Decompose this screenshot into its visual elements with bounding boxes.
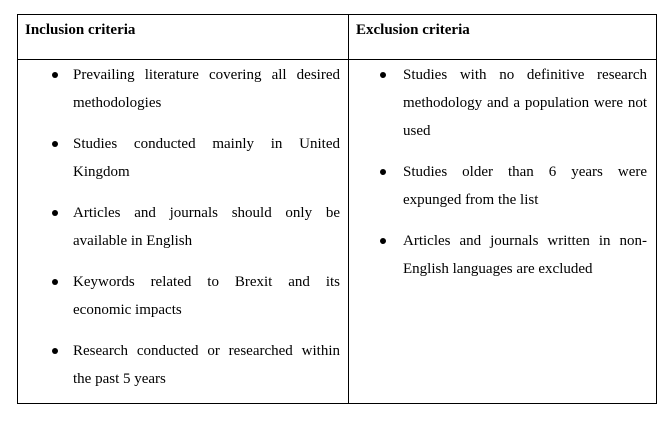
inclusion-list	[18, 61, 348, 393]
bullet-dot-icon	[380, 169, 386, 175]
list-item-text: Articles and journals written in non-English languages are excluded	[403, 233, 647, 277]
inclusion-header: Inclusion criteria	[25, 22, 136, 38]
criteria-table	[17, 14, 657, 404]
bullet-dot-icon	[52, 279, 58, 285]
list-item	[18, 337, 348, 393]
header-divider	[18, 59, 656, 60]
exclusion-list	[349, 61, 656, 283]
list-item-text: Research conducted or researched within the past 5 years	[73, 343, 340, 387]
inclusion-column	[18, 61, 348, 393]
list-item	[349, 227, 656, 283]
bullet-dot-icon	[380, 72, 386, 78]
list-item-text: Studies conducted mainly in United Kingdom	[73, 136, 340, 180]
list-item	[349, 61, 656, 145]
list-item	[18, 199, 348, 255]
bullet-dot-icon	[380, 238, 386, 244]
bullet-dot-icon	[52, 141, 58, 147]
list-item-text: Studies older than 6 years were expunged from the list	[403, 164, 647, 208]
list-item-text: Studies with no definitive research methodology and a population were not used	[403, 67, 647, 139]
list-item	[18, 130, 348, 186]
list-item-text: Keywords related to Brexit and its economic impacts	[73, 274, 340, 318]
bullet-dot-icon	[52, 72, 58, 78]
exclusion-column	[349, 61, 656, 283]
list-item	[349, 158, 656, 214]
list-item-text: Articles and journals should only be available in English	[73, 205, 340, 249]
list-item	[18, 268, 348, 324]
bullet-dot-icon	[52, 210, 58, 216]
bullet-dot-icon	[52, 348, 58, 354]
list-item-text: Prevailing literature covering all desired methodologies	[73, 67, 340, 111]
list-item	[18, 61, 348, 117]
exclusion-header: Exclusion criteria	[356, 22, 470, 38]
